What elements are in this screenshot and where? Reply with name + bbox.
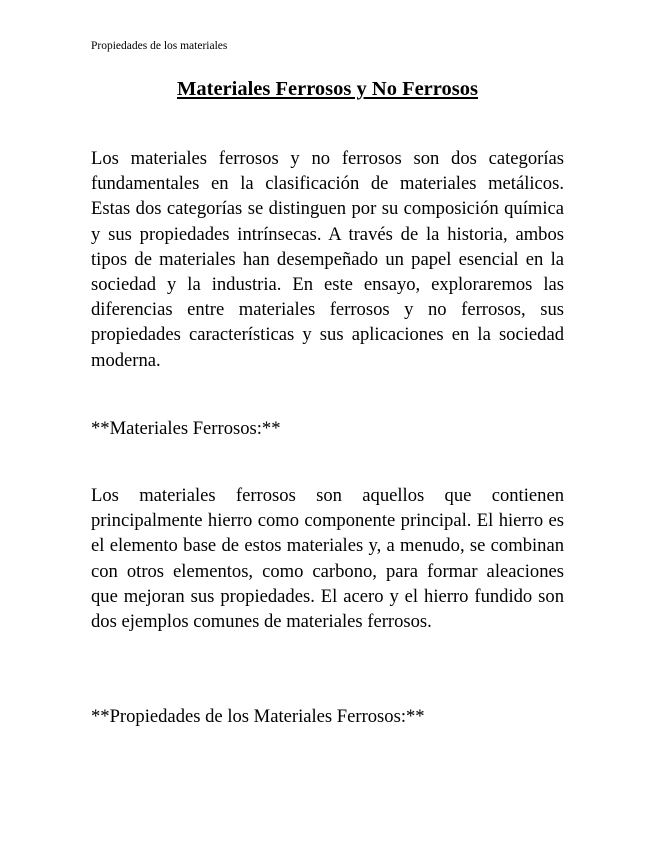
running-header: Propiedades de los materiales [91, 40, 228, 52]
section-heading-ferrous-properties: **Propiedades de los Materiales Ferrosos:** [91, 706, 425, 727]
section-heading-ferrous-materials: **Materiales Ferrosos:** [91, 418, 281, 439]
document-title: Materiales Ferrosos y No Ferrosos [177, 78, 478, 100]
ferrous-materials-paragraph: Los materiales ferrosos son aquellos que contienen principalmente hierro como componente principal. El hierro es el elemento base de estos materiales y, a menudo, se combinan con otros elementos, como carbono, para formar aleaciones que mejoran sus propiedades. El acero y el hierro fundido son dos ejemplos comunes de materiales ferrosos. [91, 485, 564, 633]
intro-paragraph: Los materiales ferrosos y no ferrosos son dos categorías fundamentales en la clasificación de materiales metálicos. Estas dos categorías se distinguen por su composición química y sus propiedades intrínsecas. A través de la historia, ambos tipos de materiales han desempeñado un papel esencial en la sociedad y la industria. En este ensayo, exploraremos las diferencias entre materiales ferrosos y no ferrosos, sus propiedades características y sus aplicaciones en la sociedad moderna. [91, 148, 564, 371]
